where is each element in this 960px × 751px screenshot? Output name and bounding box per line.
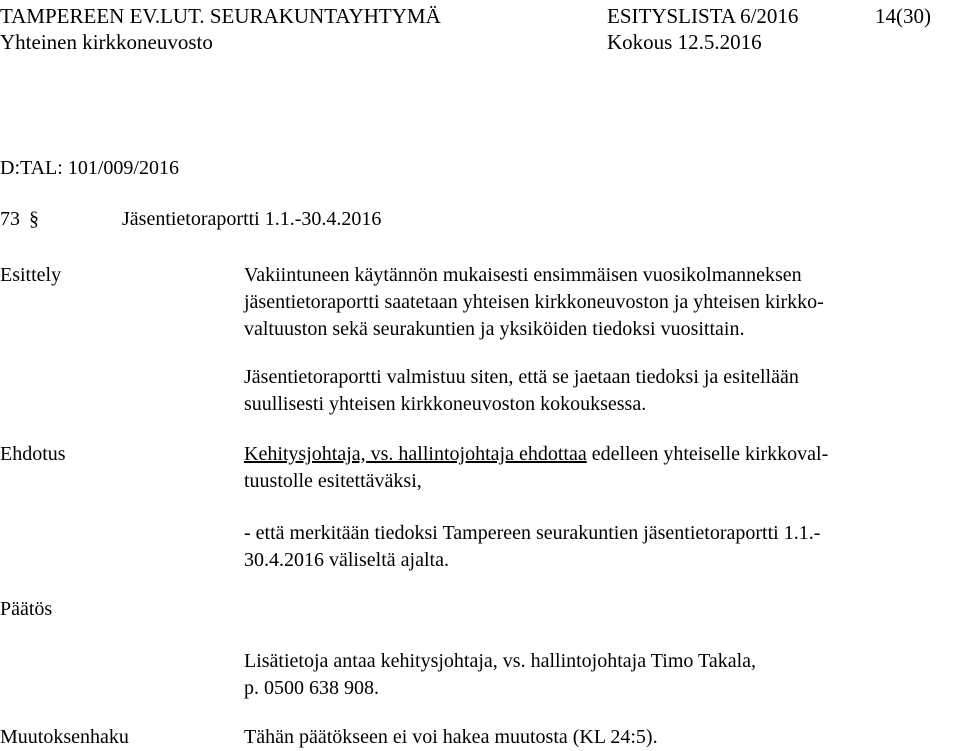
paragraph-line: valtuuston sekä seurakuntien ja yksiköiden tiedoksi vuosittain. [244,318,745,340]
ehdotus-label: Ehdotus [0,443,66,465]
paragraph-line: tuustolle esitettäväksi, [244,470,422,492]
proposer-underlined: Kehitysjohtaja, vs. hallintojohtaja ehdottaa [244,443,587,465]
section-heading [0,206,382,233]
paragraph-line: p. 0500 638 908. [244,677,379,699]
diary-number: D:TAL: 101/009/2016 [0,157,179,179]
proposer-rest: edelleen yhteiselle kirkkoval- [586,443,829,465]
paragraph-line: Vakiintuneen käytännön mukaisesti ensimmäisen vuosikolmanneksen [244,264,802,286]
paragraph-line [244,441,828,468]
section-number: 73 [0,208,20,230]
paragraph-line: - että merkitään tiedoksi Tampereen seurakuntien jäsentietoraportti 1.1.- [244,522,821,544]
meeting-date: Kokous 12.5.2016 [607,30,762,54]
paragraph-line: Jäsentietoraportti valmistuu siten, että se jaetaan tiedoksi ja esitellään [244,366,799,388]
appeal-text: Tähän päätökseen ei voi hakea muutosta (KL 24:5). [244,726,658,748]
organization-name: TAMPEREEN EV.LUT. SEURAKUNTAYHTYMÄ [0,4,441,28]
esittely-label: Esittely [0,264,62,286]
section-symbol: § [29,208,39,230]
muutoksenhaku-label: Muutoksenhaku [0,726,129,748]
paragraph-line: suullisesti yhteisen kirkkoneuvoston kokouksessa. [244,393,647,415]
page-number: 14(30) [875,4,931,28]
paragraph-line: jäsentietoraportti saatetaan yhteisen kirkkoneuvoston ja yhteisen kirkko- [244,291,824,313]
esittely-paragraph-1 [244,262,824,343]
contact-info [244,648,756,702]
section-title: Jäsentietoraportti 1.1.-30.4.2016 [122,208,382,230]
paragraph-line: 30.4.2016 väliseltä ajalta. [244,549,449,571]
proposal-text [244,520,820,574]
esittely-paragraph-2 [244,364,799,418]
ehdotus-paragraph [244,441,828,495]
paatos-label: Päätös [0,598,53,620]
document-type: ESITYSLISTA 6/2016 [607,4,799,28]
paragraph-line: Lisätietoja antaa kehitysjohtaja, vs. hallintojohtaja Timo Takala, [244,650,757,672]
body-name: Yhteinen kirkkoneuvosto [0,30,213,54]
